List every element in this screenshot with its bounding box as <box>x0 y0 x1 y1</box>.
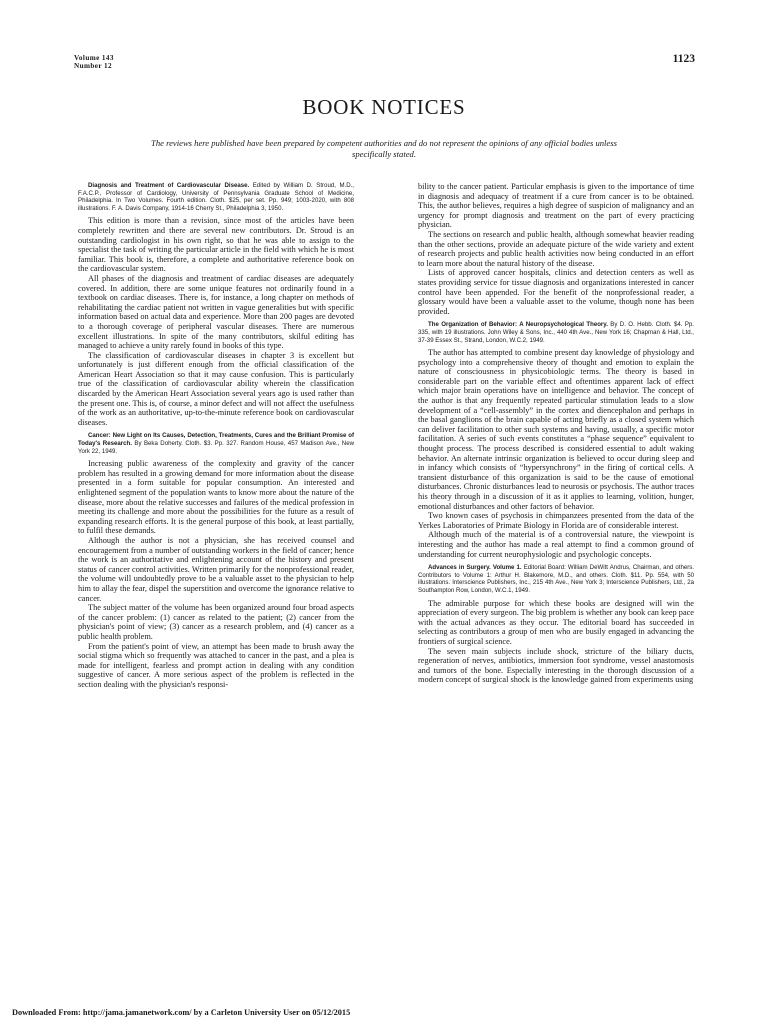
left-column <box>78 182 354 689</box>
review-paragraph: The seven main subjects include shock, stricture of the biliary ducts, regeneration of nerves, antibiotics, immersion foot syndrome, vessel anastomosis and tumors of the bone. Especially interesting in the thorough discussion of a modern concept of surgical shock is the knowledge gained from experiments using <box>418 646 694 685</box>
book-title: Diagnosis and Treatment of Cardiovascular Disease. <box>88 182 250 189</box>
book-citation <box>78 432 354 455</box>
review-paragraph: The subject matter of the volume has been organized around four broad aspects of the cancer problem: (1) cancer as related to the patient; (2) cancer from the physician's point of view; (3) cancer as a research problem, and (4) cancer as a public health problem. <box>78 603 354 641</box>
book-details: Edited by William D. Stroud, M.D., F.A.C.P., Professor of Cardiology, University of Pennsylvania Graduate School of Medicine, Philadelphia. In Two Volumes. Fourth edition. Cloth. $25, per set. Pp. 949; 1003-2020, with 808 illustrations. F. A. Davis Company, 1914-16 Cherry St., Philadelphia 3, 1950. <box>78 182 354 212</box>
review-paragraph: The author has attempted to combine present day knowledge of physiology and psychology into a comprehensive theory of thought and emotion to explain the nature of consciousness in physicobiologic terms. The theory is based in considerable part on the variable effect and oftentimes apparent lack of effect which major brain operations have on intelligence and behavior. The concept of the author is that any frequently repeated particular stimulation leads to a slow development of a “cell-assembly” in the cortex and diencephalon and perhaps in the basal ganglions of the brain capable of acting briefly as a closed system which can deliver facilitation to other such systems and having, usually, a specific motor facilitation. A series of such events constitutes a “phase sequence” equivalent to thought process. The process described is considered essential to adult waking behavior. An alternate intrinsic organization is believed to occur during sleep and in infancy which consists of “hypersynchrony” in the firing of cortical cells. A transient disturbance of this organization is said to be the cause of emotional disturbances. Chronic disturbances lead to neurosis or psychosis. The author traces his theory through in a discussion of it as it applies to learning, volition, hunger, emotional disturbances and other factors of behavior. <box>418 348 694 511</box>
page-title: BOOK NOTICES <box>302 95 466 119</box>
review-paragraph: This edition is more than a revision, since most of the articles have been completely rewritten and there are several new contributors. Dr. Stroud is an outstanding cardiologist in his own right, so that he was able to assign to the specialist the task of writing the particular article in the field with which he is most familiar. This book is, therefore, a complete and authoritative reference book on the cardiovascular system. <box>78 216 354 274</box>
review-paragraph: All phases of the diagnosis and treatment of cardiac diseases are adequately covered. In addition, there are some unique features not ordinarily found in a textbook on cardiac diseases. There is, for instance, a long chapter on methods of rehabilitating the cardiac patient not written in vague generalities but with specific information based on actual data and experience. More than 200 pages are devoted to a thorough coverage of peripheral vascular diseases. There are numerous excellent illustrations. In spite of the many contributors, skilful editing has managed to achieve a unity rarely found in books of this type. <box>78 273 354 351</box>
book-citation <box>418 564 694 594</box>
review-paragraph: Two known cases of psychosis in chimpanzees presented from the data of the Yerkes Laboratories of Primate Biology in Florida are of considerable interest. <box>418 511 694 530</box>
page-number: 1123 <box>672 53 695 65</box>
right-column <box>418 182 694 685</box>
number-label: Number 12 <box>74 62 113 70</box>
volume-label: Volume 143 <box>74 54 114 62</box>
book-details: By D. O. Hebb. Cloth. $4. Pp. 335, with 19 illustrations. John Wiley & Sons, Inc., 440 4th Ave., New York 16; Chapman & Hall, Ltd., 37-39 Essex St., Strand, London, W.C.2, 1949. <box>418 321 694 344</box>
book-details: Editorial Board: William DeWitt Andrus, Chairman, and others. Contributors to Volume 1: Arthur H. Blakemore, M.D., and others. Cloth. $11. Pp. 554, with 50 illustrations. Interscience Publishers, Inc., 215 4th Ave., New York 3; Interscience Publishers, Ltd., 2a Southampton Row, London, W.C.1, 1949. <box>418 564 694 594</box>
book-citation <box>78 182 354 212</box>
book-citation <box>418 321 694 344</box>
review-paragraph: Increasing public awareness of the complexity and gravity of the cancer problem has resulted in a growing demand for more information about the disease presented in a form suitable for popular consumption. An interested and enlightened segment of the population wants to know more about the nature of the disease, more about the relative successes and failures of the medical profession in meeting its challenge and more about the possibilities for the future as a result of expanding research efforts. It is the general purpose of this book, at least partially, to fulfil these demands. <box>78 459 354 536</box>
volume-number <box>74 54 114 70</box>
review-paragraph: Although the author is not a physician, she has received counsel and encouragement from a number of outstanding workers in the field of cancer; hence the work is an authoritative and enlightening account of the history and present status of cancer control activities. Written primarily for the nonprofessional reader, the volume will undoubtedly prove to be a valuable asset to the physician to help him to allay the fear, dispel the superstition and overcome the ignorance relative to cancer. <box>78 535 354 603</box>
review-paragraph: bility to the cancer patient. Particular emphasis is given to the importance of time in diagnosis and adequacy of treatment if a cure from cancer is to be obtained. This, the author believes, requires a high degree of suspicion of malignancy and an urgency for prompt diagnosis and treatment on the part of every practicing physician. <box>418 182 694 230</box>
book-title: Advances in Surgery. Volume 1. <box>428 564 522 572</box>
review-paragraph: From the patient's point of view, an attempt has been made to brush away the social stigma which so frequently was attached to cancer in the past, and a plea is made for intelligent, fearless and prompt action in dealing with any condition suggestive of cancer. A more serious aspect of the problem is reflected in the section dealing with the physician's responsi- <box>78 641 354 689</box>
review-paragraph: Lists of approved cancer hospitals, clinics and detection centers as well as states providing service for tissue diagnosis and organizations interested in cancer control have been appended. For the benefit of the nonprofessional reader, a glossary would have been a valuable asset to the volume, though none has been provided. <box>418 268 694 316</box>
book-title: Cancer: New Light on Its Causes, Detection, Treatments, Cures and the Brilliant Promise of Today's Research. <box>78 432 354 448</box>
book-title: The Organization of Behavior: A Neuropsychological Theory. <box>428 321 608 329</box>
book-details: By Beka Doherty. Cloth. $3. Pp. 327. Random House, 457 Madison Ave., New York 22, 1949. <box>78 440 355 455</box>
intro-statement: The reviews here published have been prepared by competent authorities and do not represent the opinions of any official bodies unless specifically stated. <box>151 138 617 159</box>
review-paragraph: The classification of cardiovascular diseases in chapter 3 is excellent but unfortunately is just different enough from the official classification of the American Heart Association so that it may cause confusion. This is particularly true of the classification of cardiovascular ability wherein the classification discarded by the American Heart Association several years ago is used rather than the present one. This is, of course, a minor defect and will not affect the usefulness of the work as an authoritative, up-to-the-minute reference book on cardiovascular diseases. <box>78 350 354 427</box>
download-footer: Downloaded From: http://jama.jamanetwork.com/ by a Carleton University User on 05/12/2015 <box>12 1008 351 1017</box>
review-paragraph: The admirable purpose for which these books are designed will win the appreciation of every surgeon. The big problem is whether any book can keep pace with the actual advances as they occur. The editorial board has succeeded in selecting as contributors a group of men who are busily engaged in advancing the frontiers of surgical science. <box>418 598 694 646</box>
review-paragraph: Although much of the material is of a controversial nature, the viewpoint is interesting and the author has made a real attempt to find a common ground of understanding for current neurophysiologic and psychologic concepts. <box>418 530 694 559</box>
review-paragraph: The sections on research and public health, although somewhat heavier reading than the other sections, provide an adequate picture of the wide variety and extent of research projects and public health activities now being conducted in an effort to learn more about the natural history of the disease. <box>418 229 694 268</box>
